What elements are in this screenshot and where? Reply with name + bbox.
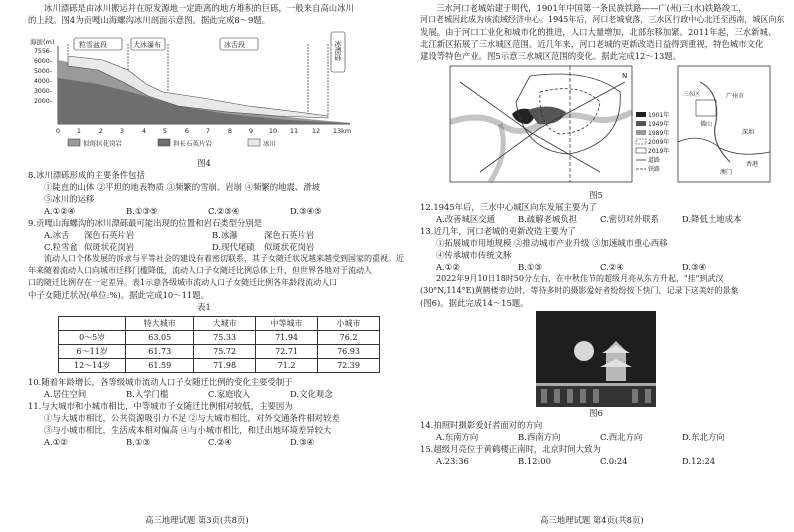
legend-2019: 2019年 — [648, 148, 670, 155]
figure-4-caption: 图4 — [197, 158, 211, 168]
y-axis-unit: 海拔(m) — [30, 38, 55, 46]
table-row — [59, 345, 380, 359]
table-1 — [58, 316, 380, 373]
table-header: 小城市 — [318, 317, 380, 331]
intro-migration-line4: 中子女随迁状况(单位:%)。据此完成10～11题。 — [28, 290, 210, 300]
q9-option-b[interactable]: B.冰瀑 — [212, 230, 238, 240]
x-tick: 0 — [55, 127, 61, 135]
q11-option-a[interactable]: A.①② — [44, 437, 68, 447]
q14-option-a[interactable]: A.东南方向 — [436, 432, 479, 442]
q11-statements-2: ③与小城市相比，生活成本相对偏高 ④与小城市相比，和迁出地环境差异较大 — [44, 425, 332, 435]
x-tick: 9 — [248, 127, 254, 135]
intro-glacier-line2: 的上段。图4为贡嘎山海螺沟冰川剖面示意图。据此完成8～9题。 — [28, 15, 271, 25]
table-cell: 63.05 — [126, 331, 194, 345]
q8-stem: 8.冰川漂砾形成的主要条件包括 — [28, 170, 145, 180]
legend-2009: 2009年 — [648, 139, 670, 146]
q10-option-d[interactable]: D.文化观念 — [290, 389, 333, 399]
x-tick: 8 — [227, 127, 233, 135]
q13-option-a[interactable]: A.①② — [436, 262, 460, 272]
x-tick: 11 — [289, 127, 299, 135]
q9-options-row1 — [28, 229, 380, 241]
q8-statements-1: ①陡直的山体 ②平坦的地表物质 ③频繁的雪崩、岩崩 ④频繁的地震、滑坡 — [44, 182, 320, 192]
table-cell: 0～5岁 — [59, 331, 126, 345]
table-header: 中等城市 — [256, 317, 318, 331]
figure-6-caption: 图6 — [589, 408, 603, 418]
legend-glacier: 冰川 — [263, 139, 276, 148]
q15-option-b[interactable]: B.12:00 — [518, 456, 551, 466]
legend-1901: 1901年 — [648, 112, 670, 119]
figure-5-sanshui-map — [420, 62, 772, 186]
q11-option-d[interactable]: D.③④ — [290, 437, 315, 447]
q12-stem: 12.1945年后，三水中心城区向东发展主要为了 — [420, 202, 598, 212]
legend-schist: 斜长石英片岩 — [173, 139, 212, 148]
table-cell: 71.98 — [194, 359, 256, 373]
q15-option-c[interactable]: C.0:24 — [600, 456, 628, 466]
q10-options — [28, 388, 380, 400]
figure-4-glacier-profile — [28, 26, 380, 154]
zone-glacier-tongue: 冰舌段 — [224, 41, 245, 49]
q8-option-a[interactable]: A.①②④ — [44, 206, 76, 216]
inset-label-guangzhou: 广州市 — [726, 93, 745, 100]
q13-option-d[interactable]: D.③④ — [682, 262, 707, 272]
table-cell: 76.93 — [318, 345, 380, 359]
q14-option-d[interactable]: D.东北方向 — [682, 432, 725, 442]
q14-stem: 14.拍照时摄影爱好者面对的方向 — [420, 420, 543, 430]
q8-statements-2: ⑤冰川的运移 — [44, 194, 95, 204]
q11-statements-1: ①与大城市相比，公共资源吸引力不足 ②与大城市相比，对外交通条件相对较差 — [44, 413, 340, 423]
legend-granite: 似斑状花岗岩 — [83, 139, 122, 148]
q14-option-c[interactable]: C.西北方向 — [600, 432, 643, 442]
x-tick: 7 — [205, 127, 211, 135]
table-row — [59, 359, 380, 373]
right-column — [420, 2, 785, 467]
table-cell: 75.33 — [194, 331, 256, 345]
q9-option-d-rock: 似斑状花岗岩 — [264, 242, 315, 252]
inset-label-shenzhen: 深圳 — [742, 129, 755, 136]
intro-sanshui-line3: 发展。由于河口工业化和城市化的推进，人口大量增加，北部东移加紧。2011年起，三水新城、 — [420, 27, 777, 37]
intro-migration-line2: 年来随着流动人口向城市迁移门槛降低，流动人口子女随迁比例总体上升，但世界各地对于流动人 — [28, 266, 372, 275]
north-arrow-label: N — [622, 72, 628, 80]
y-tick: 5000- — [34, 68, 52, 75]
q12-option-b[interactable]: B.疏解老城负担 — [518, 214, 578, 224]
table-cell: 72.39 — [318, 359, 380, 373]
q9-stem: 9.贡嘎山海螺沟的冰川漂砾最可能出现的位置和岩石类型分别是 — [28, 218, 263, 228]
intro-migration-line1: 流动人口个体发展的诉求与平等社会的建设有着密切联系，其子女随迁状况越来越受到国家的重视。近 — [44, 254, 404, 263]
table-1-caption: 表1 — [197, 302, 211, 312]
y-tick: 7556- — [34, 48, 52, 55]
table-cell: 76.2 — [318, 331, 380, 345]
moon-tower-illustration — [536, 311, 656, 407]
q8-option-b[interactable]: B.①③⑤ — [126, 206, 158, 216]
table-cell: 61.73 — [126, 345, 194, 359]
q9-option-c-rock: 似斑状花岗岩 — [84, 242, 135, 252]
q10-stem: 10.随着年龄增长，各等级城市流动人口子女随迁比例的变化主要受制于 — [28, 377, 293, 387]
inset-label-sanshui: 三水区 — [682, 91, 701, 98]
figure-5-caption: 图5 — [589, 190, 603, 200]
zone-erratic: 冰漂砾 — [334, 40, 342, 61]
inset-label-foshan: 佛山 — [700, 121, 713, 128]
legend-1989: 1989年 — [648, 130, 670, 137]
y-tick: 4000- — [34, 78, 52, 85]
x-tick: 5 — [162, 127, 168, 135]
x-tick: 13km — [332, 127, 352, 135]
q10-option-b[interactable]: B.入学门槛 — [126, 389, 169, 399]
intro-moon-line3: (图6)。据此完成14～15题。 — [420, 298, 529, 308]
q11-stem: 11.与大城市和小城市相比，中等城市子女随迁比例相对较低，主要因为 — [28, 401, 293, 411]
table-header: 特大城市 — [126, 317, 194, 331]
y-tick: 2000- — [34, 98, 52, 105]
intro-migration-line3: 口的随迁比例存在一定差异。表1示意各级城市流动人口子女随迁比例各年龄段流动人口 — [28, 278, 338, 287]
q14-option-b[interactable]: B.西南方向 — [518, 432, 561, 442]
table-header — [59, 317, 126, 331]
q13-options — [420, 261, 772, 273]
q8-options — [28, 205, 380, 217]
x-tick: 6 — [184, 127, 190, 135]
q9-option-b-rock: 深色石英片岩 — [264, 230, 315, 240]
intro-moon-line2: (30°N,114°E)黄鹤楼旁边时，等待多时的摄影爱好者纷纷按下快门，记录下这美好的景象 — [420, 286, 739, 295]
intro-sanshui-line5: 建设等特色产业。图5示意三水城区范围的变化。据此完成12～13题。 — [420, 51, 682, 61]
q8-option-d[interactable]: D.③④⑤ — [290, 206, 322, 216]
zone-firn-basin: 粒雪盆段 — [79, 41, 107, 49]
intro-sanshui-line4: 北江新区拓展了三水城区范围。近几年来，河口老城的更新改造日益得到重视，特色城市文化 — [420, 39, 764, 49]
q11-option-c[interactable]: C.②④ — [208, 437, 232, 447]
legend-road: 道路 — [648, 157, 661, 164]
legend-railway: 铁路 — [648, 166, 661, 173]
table-row — [59, 331, 380, 345]
q13-option-b[interactable]: B.①③ — [518, 262, 542, 272]
table-header: 大城市 — [194, 317, 256, 331]
q9-option-a-rock: 深色石英片岩 — [84, 230, 135, 240]
moon-icon — [574, 341, 594, 361]
table-cell: 12～14岁 — [59, 359, 126, 373]
q13-option-c[interactable]: C.②④ — [600, 262, 624, 272]
table-cell: 71.94 — [256, 331, 318, 345]
q12-option-a[interactable]: A.改善城区交通 — [436, 214, 495, 224]
q10-option-a[interactable]: A.居住空间 — [44, 389, 87, 399]
q12-option-c[interactable]: C.密切对外联系 — [600, 214, 660, 224]
q15-stem: 15.超级月亮位于黄鹤楼正南时，北京时间大致为 — [420, 444, 601, 454]
y-tick: 6000- — [34, 58, 52, 65]
table-cell: 6～11岁 — [59, 345, 126, 359]
intro-glacier-line1: 冰川漂砾是由冰川搬运并在原发源地一定距离的地方堆积的巨砾，一般来自高山冰川 — [44, 3, 354, 13]
zone-icefall: 大冰瀑布 — [133, 41, 161, 49]
q12-option-d[interactable]: D.降低土地成本 — [682, 214, 742, 224]
x-tick: 2 — [98, 127, 104, 135]
q9-options-row2 — [28, 241, 380, 253]
q11-option-b[interactable]: B.①③ — [126, 437, 150, 447]
q9-option-c[interactable]: C.粒雪盆 — [44, 242, 78, 252]
right-page-footer: 高三地理试题 第4页(共8页) — [540, 515, 644, 525]
table-cell: 71.2 — [256, 359, 318, 373]
left-page-footer: 高三地理试题 第3页(共8页) — [145, 515, 249, 525]
q9-option-a[interactable]: A.冰舌 — [44, 230, 70, 240]
q11-options — [28, 436, 380, 448]
x-tick: 1 — [76, 127, 82, 135]
q13-statements-1: ①拓展城市用地规模 ②推动城市产业升级 ③加速城市重心西移 — [436, 238, 668, 248]
q8-option-c[interactable]: C.②③④ — [208, 206, 240, 216]
x-tick: 3 — [119, 127, 125, 135]
q13-statements-2: ④传承城市传统文脉 — [436, 250, 512, 260]
figure-6-moon-photo — [536, 311, 656, 407]
left-column — [28, 2, 404, 448]
table-cell: 61.59 — [126, 359, 194, 373]
y-tick: 3000- — [34, 88, 52, 95]
q10-option-c[interactable]: C.家庭收入 — [208, 389, 251, 399]
q15-option-d[interactable]: D.12:24 — [682, 456, 716, 466]
table-cell: 72.71 — [256, 345, 318, 359]
intro-sanshui-line1: 三水河口老城始建于明代，1901年中国第一条民族铁路——广(州)三(水)铁路竣工， — [436, 3, 747, 13]
intro-sanshui-line2: 河口老城因此成为该流域经济中心。1945年后，河口老城衰落，三水区行政中心北迁至西南，城区向东 — [420, 15, 785, 24]
q14-options — [420, 431, 772, 443]
x-tick: 12 — [311, 127, 321, 135]
legend-1949: 1949年 — [648, 121, 670, 128]
q13-stem: 13.近几年，河口老城的更新改造主要为了 — [420, 226, 576, 236]
x-tick: 10 — [268, 127, 278, 135]
q9-option-d[interactable]: D.现代尾碛 — [212, 242, 255, 252]
x-tick: 4 — [141, 127, 147, 135]
inset-label-macau: 澳门 — [720, 169, 733, 176]
table-cell: 75.72 — [194, 345, 256, 359]
intro-moon-line1: 2022年9月10日18时50分左右，在中秋佳节的超级月亮从东方升起，"挂"到武汉 — [436, 274, 724, 283]
q15-option-a[interactable]: A.23:36 — [436, 456, 469, 466]
q15-options — [420, 455, 772, 467]
inset-label-hongkong: 香港 — [746, 161, 759, 168]
q12-options — [420, 213, 772, 225]
table-header-row — [59, 317, 380, 331]
